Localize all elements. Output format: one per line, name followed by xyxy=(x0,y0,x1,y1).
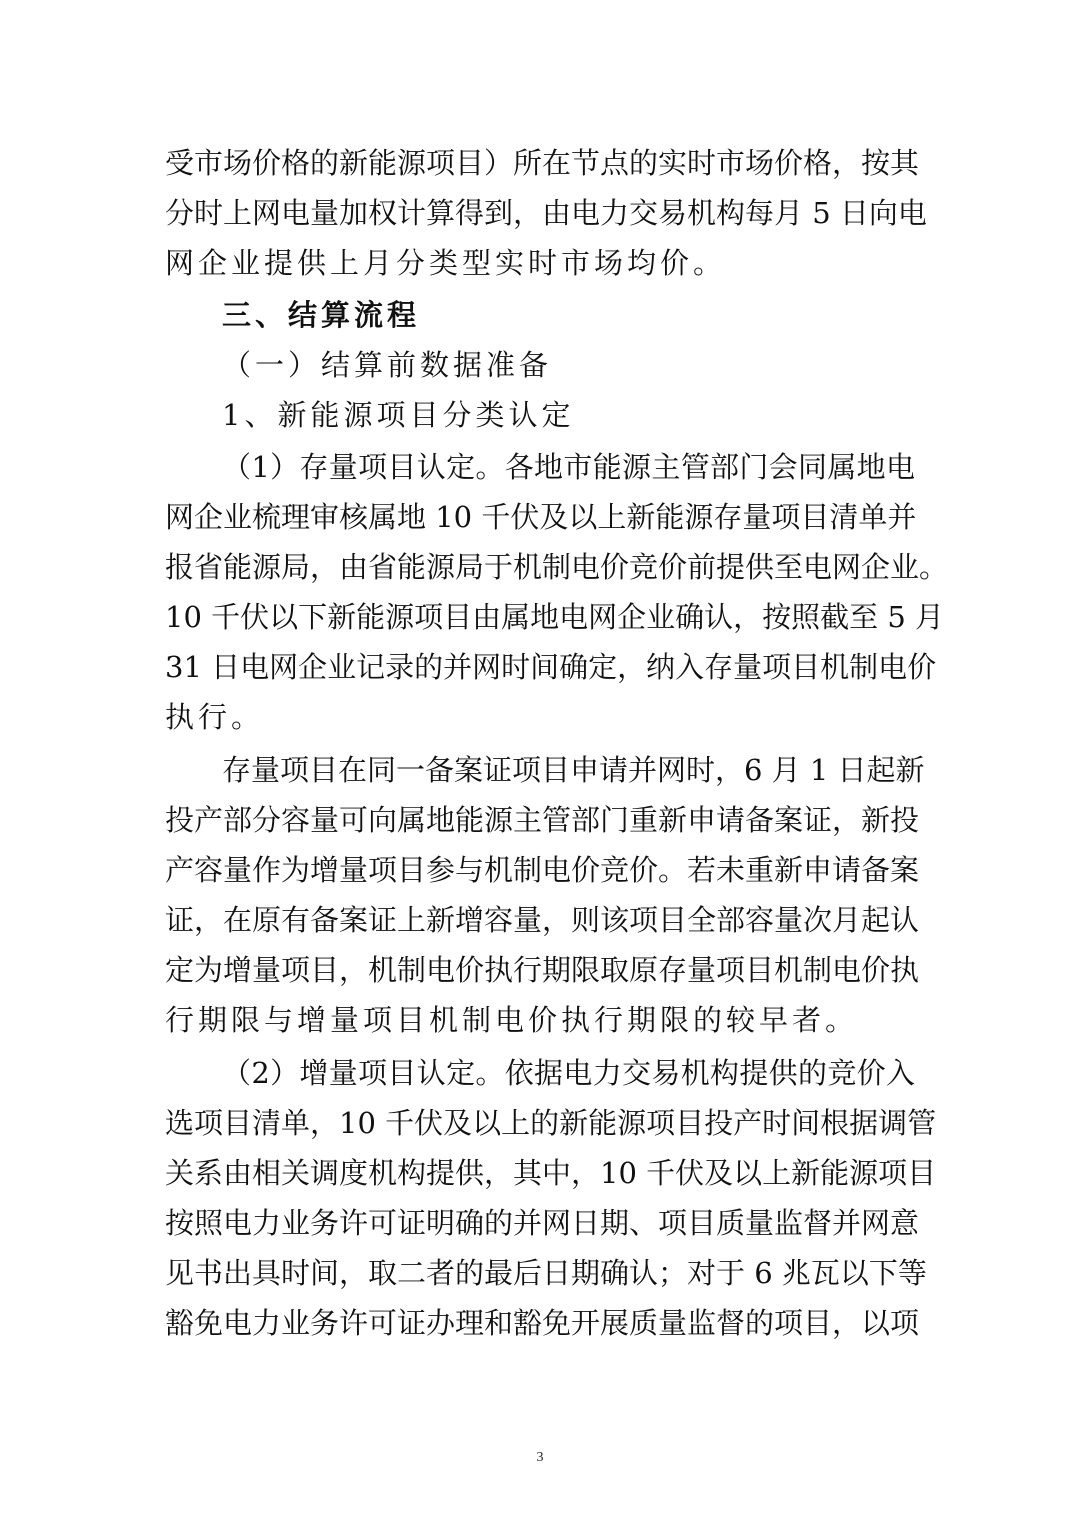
body-text-line: 10 千伏以下新能源项目由属地电网企业确认，按照截至 5 月 xyxy=(165,600,945,634)
body-text-line: 投产部分容量可向属地能源主管部门重新申请备案证，新投 xyxy=(165,803,920,837)
body-text-line: （1）存量项目认定。各地市能源主管部门会同属地电 xyxy=(222,450,915,484)
body-text-line: 分时上网电量加权计算得到，由电力交易机构每月 5 日向电 xyxy=(165,196,927,230)
body-text-line: 31 日电网企业记录的并网时间确定，纳入存量项目机制电价 xyxy=(165,650,937,684)
body-text-line: 行期限与增量项目机制电价执行期限的较早者。 xyxy=(165,1003,859,1037)
body-text-line: 网企业提供上月分类型实时市场均价。 xyxy=(165,246,727,280)
page-number: 3 xyxy=(536,1450,544,1465)
body-text-line: 选项目清单，10 千伏及以上的新能源项目投产时间根据调管 xyxy=(165,1106,937,1140)
body-text-line: 豁免电力业务许可证办理和豁免开展质量监督的项目，以项 xyxy=(165,1306,920,1340)
body-text-line: 关系由相关调度机构提供，其中，10 千伏及以上新能源项目 xyxy=(165,1156,937,1190)
item-heading: 1、新能源项目分类认定 xyxy=(222,398,575,432)
body-text-line: 执行。 xyxy=(165,700,265,734)
body-text-line: 按照电力业务许可证明确的并网日期、项目质量监督并网意 xyxy=(165,1206,920,1240)
body-text-line: （2）增量项目认定。依据电力交易机构提供的竞价入 xyxy=(222,1056,915,1090)
body-text-line: 网企业梳理审核属地 10 千伏及以上新能源存量项目清单并 xyxy=(165,500,917,534)
body-text-line: 受市场价格的新能源项目）所在节点的实时市场价格，按其 xyxy=(165,146,920,180)
body-text-line: 报省能源局，由省能源局于机制电价竞价前提供至电网企业。 xyxy=(165,550,949,584)
body-text-line: 定为增量项目，机制电价执行期限取原存量项目机制电价执 xyxy=(165,953,920,987)
section-heading: 三、结算流程 xyxy=(222,298,421,332)
body-text-line: 证，在原有备案证上新增容量，则该项目全部容量次月起认 xyxy=(165,903,920,937)
body-text-line: 见书出具时间，取二者的最后日期确认；对于 6 兆瓦以下等 xyxy=(165,1256,927,1290)
body-text-line: 存量项目在同一备案证项目申请并网时，6 月 1 日起新 xyxy=(222,753,925,787)
subsection-heading: （一）结算前数据准备 xyxy=(222,348,553,382)
body-text-line: 产容量作为增量项目参与机制电价竞价。若未重新申请备案 xyxy=(165,853,920,887)
